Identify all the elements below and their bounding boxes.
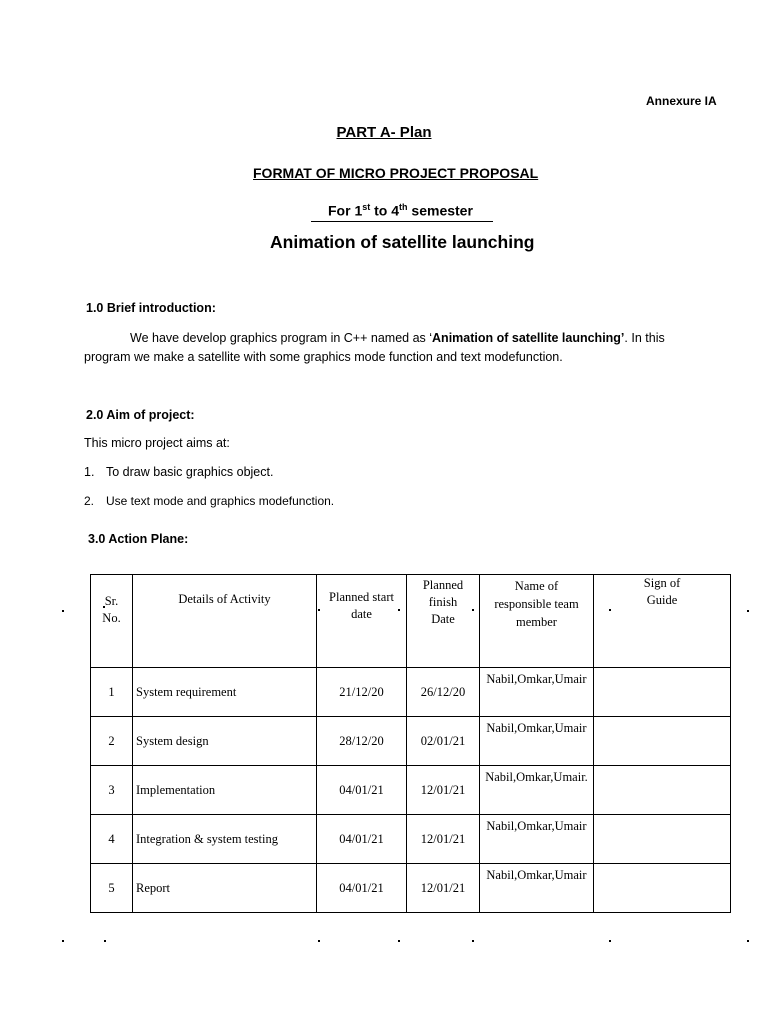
semester-sup1: st [362, 202, 371, 212]
row-sr: 1 [91, 668, 133, 717]
aim-item-1 [84, 465, 273, 479]
intro-heading: 1.0 Brief introduction: [86, 301, 216, 315]
header-team-member [480, 575, 594, 668]
header-sign-line-2: Guide [646, 593, 678, 607]
header-details: Details of Activity [133, 575, 317, 668]
row-finish-date: 12/01/21 [407, 815, 480, 864]
scan-speck [318, 609, 320, 611]
header-finish-line-2: finish [428, 595, 458, 609]
aim-item-2-num: 2. [84, 494, 95, 508]
row-team: Nabil,Omkar,Umair. [480, 766, 594, 815]
row-finish-date: 26/12/20 [407, 668, 480, 717]
row-finish-date: 02/01/21 [407, 717, 480, 766]
header-planned-start [317, 575, 407, 668]
row-sr: 5 [91, 864, 133, 913]
row-details: System requirement [133, 668, 317, 717]
row-details: Integration & system testing [133, 815, 317, 864]
action-plan-table [90, 574, 731, 913]
header-team-line-1: Name of [514, 579, 559, 593]
row-start-date: 04/01/21 [317, 815, 407, 864]
row-team: Nabil,Omkar,Umair [480, 717, 594, 766]
row-sign [594, 668, 731, 717]
intro-line-1 [130, 331, 665, 345]
semester-sup2: th [399, 202, 408, 212]
row-sign [594, 717, 731, 766]
row-sign [594, 815, 731, 864]
scan-speck [62, 940, 64, 942]
scan-speck [318, 940, 320, 942]
row-team: Nabil,Omkar,Umair [480, 864, 594, 913]
aim-item-2 [84, 494, 334, 508]
intro-line-1-bold: Animation of satellite launching’ [432, 331, 625, 345]
table-row [91, 864, 731, 913]
scan-speck [609, 940, 611, 942]
row-start-date: 04/01/21 [317, 766, 407, 815]
header-sign-line-1: Sign of [643, 576, 681, 590]
scan-speck [104, 940, 106, 942]
row-sign [594, 766, 731, 815]
scan-speck [472, 609, 474, 611]
semester-pre: For 1 [328, 202, 363, 219]
part-title: PART A- Plan [336, 124, 432, 141]
scan-speck [747, 940, 749, 942]
header-team-line-2: responsible team [494, 597, 579, 611]
header-finish-line-3: Date [431, 612, 455, 626]
header-sign-of-guide [594, 575, 731, 668]
header-sr-line-1: Sr. [104, 594, 119, 608]
header-sr-no [91, 575, 133, 668]
format-title: FORMAT OF MICRO PROJECT PROPOSAL [253, 165, 539, 181]
row-details: System design [133, 717, 317, 766]
action-plan-heading: 3.0 Action Plane: [88, 532, 189, 546]
row-sr: 3 [91, 766, 133, 815]
row-team: Nabil,Omkar,Umair [480, 815, 594, 864]
aim-item-1-num: 1. [84, 465, 95, 479]
aim-item-1-text: To draw basic graphics object. [106, 465, 274, 479]
header-finish-line-1: Planned [422, 578, 464, 592]
intro-line-1-pre: We have develop graphics program in C++ named as ‘ [130, 331, 433, 345]
scan-speck [103, 606, 105, 608]
row-details: Implementation [133, 766, 317, 815]
header-sr-line-2: No. [102, 611, 121, 625]
semester-underline [311, 221, 493, 222]
intro-line-2: program we make a satellite with some graphics mode function and text modefunction. [84, 350, 563, 364]
aim-heading: 2.0 Aim of project: [86, 408, 195, 422]
header-start-line-2: date [351, 607, 372, 621]
semester-line [328, 202, 473, 219]
project-title: Animation of satellite launching [270, 232, 535, 252]
semester-post: semester [407, 202, 473, 219]
scan-speck [62, 610, 64, 612]
table-row [91, 668, 731, 717]
row-sr: 2 [91, 717, 133, 766]
scan-speck [609, 609, 611, 611]
intro-line-1-post: . In this [624, 331, 665, 345]
row-details: Report [133, 864, 317, 913]
row-team: Nabil,Omkar,Umair [480, 668, 594, 717]
header-planned-finish [407, 575, 480, 668]
table-row [91, 766, 731, 815]
aim-lead: This micro project aims at: [84, 436, 230, 450]
scan-speck [472, 940, 474, 942]
scan-speck [398, 609, 400, 611]
scan-speck [747, 610, 749, 612]
semester-mid: to 4 [370, 202, 400, 219]
row-finish-date: 12/01/21 [407, 766, 480, 815]
table-header-row [91, 575, 731, 668]
annexure-label: Annexure IA [646, 94, 717, 108]
header-start-line-1: Planned start [329, 590, 394, 604]
aim-item-2-text: Use text mode and graphics modefunction. [106, 494, 335, 508]
scan-speck [398, 940, 400, 942]
header-team-line-3: member [516, 615, 557, 629]
table-row [91, 815, 731, 864]
row-sr: 4 [91, 815, 133, 864]
table-row [91, 717, 731, 766]
row-start-date: 04/01/21 [317, 864, 407, 913]
row-sign [594, 864, 731, 913]
row-start-date: 28/12/20 [317, 717, 407, 766]
row-finish-date: 12/01/21 [407, 864, 480, 913]
row-start-date: 21/12/20 [317, 668, 407, 717]
